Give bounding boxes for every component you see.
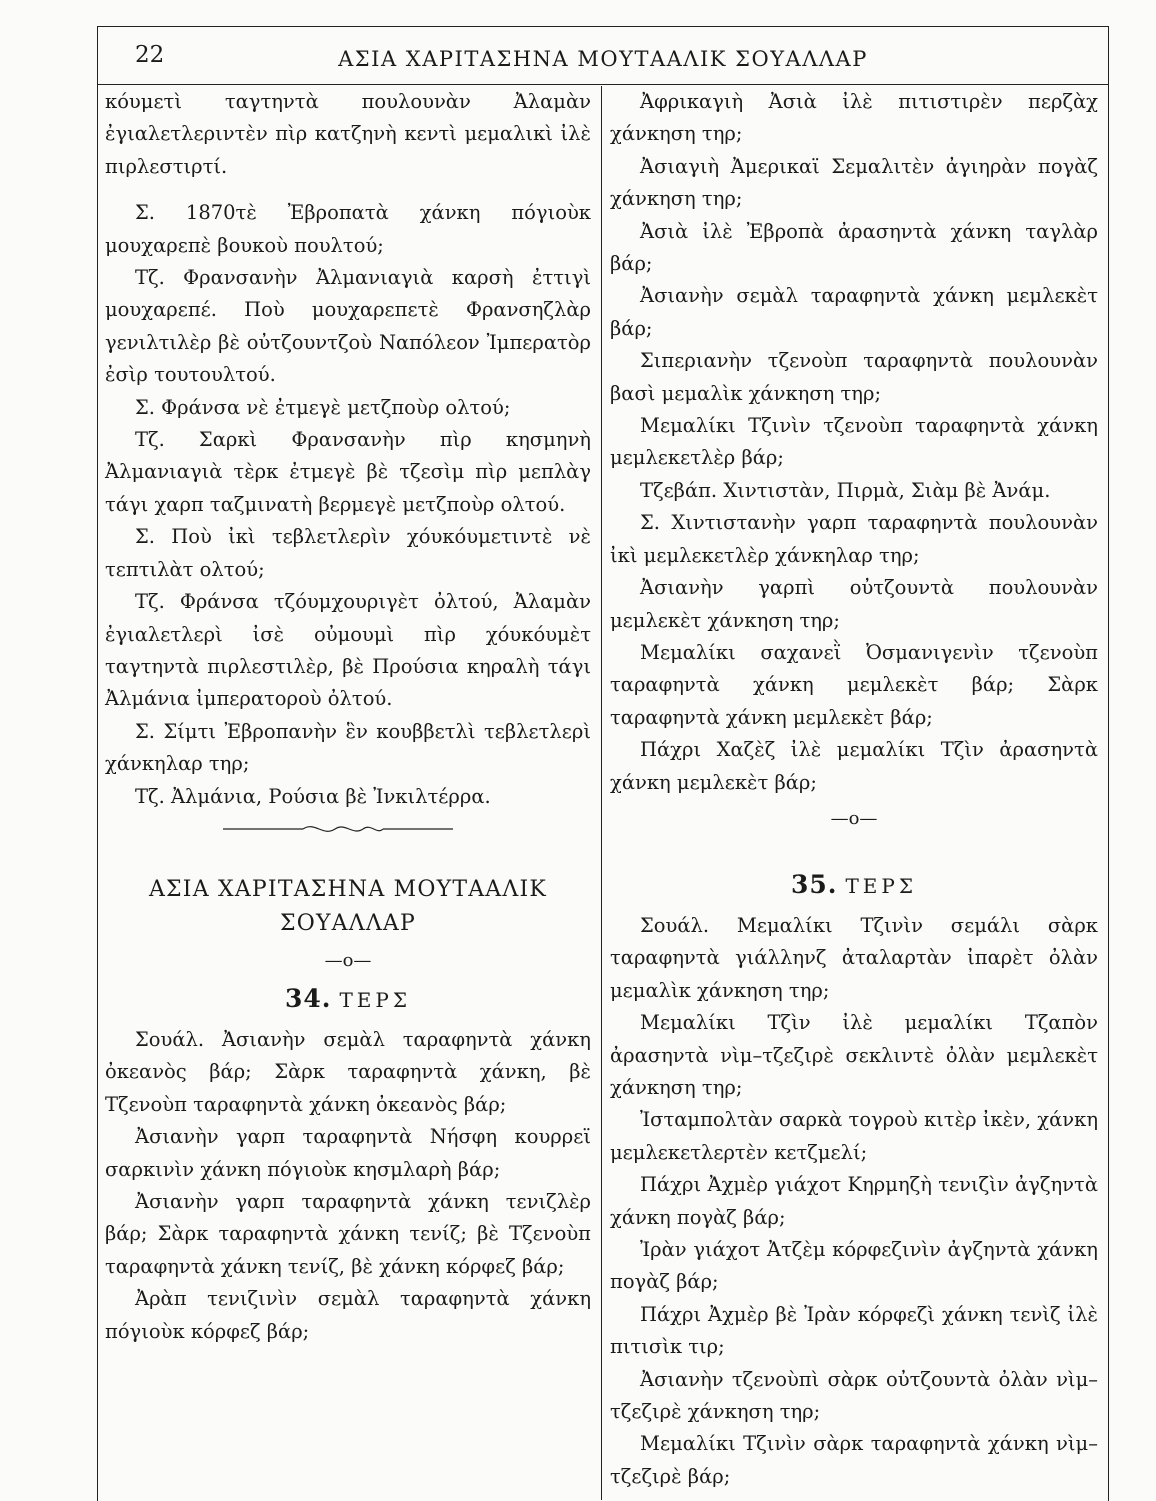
paragraph: Τζεβάπ. Χιντιστὰν, Πιρμὰ, Σιὰμ βὲ Ἀνάμ. — [640, 478, 1051, 502]
paragraph: Σ. Φράνσα νὲ ἐτμεγὲ μετζποὺρ ολτού; — [135, 395, 511, 419]
section-heading: ΑΣΙΑ ΧΑΡΙΤΑΣΗΝΑ ΜΟΥΤΑΑΛΙΚ ΣΟΥΑΛΛΑΡ — [148, 876, 548, 936]
paragraph: Πάχρι Ἀχμὲρ βὲ Ἰρὰν κόρφεζὶ χάνκη τενὶζ ἰλὲ πιτισὶκ τιρ; — [610, 1302, 1098, 1359]
paragraph: Μεμαλίκι Τζὶν ἰλὲ μεμαλίκι Τζαπὸν ἀρασηντὰ νὶμ–τζεζιρὲ σεκλιντὲ ὀλὰν μεμλεκὲτ χάνκηση τηρ; — [610, 1011, 1098, 1099]
lesson-word: ΤΕΡΣ — [339, 987, 412, 1012]
paragraph: Ἀσιανὴν γαρπ ταραφηντὰ χάνκη τενιζλὲρ βάρ; Σὰρκ ταραφηντὰ χάνκη τενίζ; βὲ Τζενοὺπ ταραφηντὰ χάνκη τενίζ, βὲ χάνκη κόρφεζ βάρ; — [105, 1189, 591, 1278]
paragraph: Μεμαλίκι Τζινὶν σὰρκ ταραφηντὰ χάνκη νὶμ–τζεζιρὲ βάρ; — [610, 1432, 1098, 1488]
paragraph: Σουάλ. Μεμαλίκι Τζινὶν σεμάλι σὰρκ ταραφηντὰ γιάλληνζ ἀταλαρτὰν ἰπαρὲτ ὀλὰν μεμαλὶκ χάνκηση τηρ; — [610, 913, 1098, 1002]
lesson-title — [105, 981, 591, 1020]
header-rule — [97, 84, 1109, 85]
lesson-word: ΤΕΡΣ — [845, 873, 918, 898]
ornament-rule — [105, 813, 591, 853]
paragraph: Τζ. Φρανσανὴν Ἀλμανιαγιὰ καρσὴ ἐττιγὶ μουχαρεπέ. Ποὺ μουχαρεπετὲ Φρανσηζλὰρ γενιλτιλὲρ βὲ οὐτζουντζοὺ Ναπόλεον Ἰμπερατὸρ ἐσὶρ τουτουλτού. — [105, 266, 591, 387]
paragraph: Ἀσιανὴν τζενοὺπὶ σὰρκ οὐτζουντὰ ὀλὰν νὶμ–τζεζιρὲ χάνκηση τηρ; — [610, 1367, 1098, 1424]
paragraph: Σ. Σίμτι Ἐβροπανὴν ἓν κουββετλὶ τεβλετλερὶ χάνκηλαρ τηρ; — [105, 719, 591, 776]
column-rule — [601, 86, 602, 1500]
running-head: ΑΣΙΑ ΧΑΡΙΤΑΣΗΝΑ ΜΟΥΤΑΑΛΙΚ ΣΟΥΑΛΛΑΡ — [338, 47, 868, 71]
paragraph: Ἀσιανὴν γαρπὶ οὐτζουντὰ πουλουνὰν μεμλεκὲτ χάνκηση τηρ; — [610, 576, 1098, 632]
lesson-number: 34. — [284, 983, 332, 1013]
paragraph: Τζ. Φράνσα τζόυμχουριγὲτ ὀλτού, Ἀλαμὰν ἐγιαλετλερὶ ἰσὲ οὐμουμὶ πὶρ χόυκόυμὲτ ταγτηντὰ πιρλεστιλὲρ, βὲ Προύσια κηραλὴ τάγι Ἀλμάνια ἰμπερατοροὺ ὀλτού. — [105, 590, 591, 711]
paragraph: Σ. Χιντιστανὴν γαρπ ταραφηντὰ πουλουνὰν ἰκὶ μεμλεκετλὲρ χάνκηλαρ τηρ; — [610, 511, 1098, 567]
paragraph: Τζ. Σαρκὶ Φρανσανὴν πὶρ κησμηνὴ Ἀλμανιαγιὰ τὲρκ ἐτμεγὲ βὲ τζεσὶμ πὶρ μεπλὰγ τάγι χαρπ ταζμινατὴ βερμεγὲ μετζποὺρ ολτού. — [105, 428, 591, 516]
paragraph: Ἀφρικαγιὴ Ἀσιὰ ἰλὲ πιτιστιρὲν περζὰχ χάνκηση τηρ; — [610, 90, 1098, 146]
paragraph: Μεμαλίκι σαχανεῒ Ὀσμανιγενὶν τζενοὺπ ταραφηντὰ χάνκη μεμλεκὲτ βάρ; Σὰρκ ταραφηντὰ χάνκη μεμλεκὲτ βάρ; — [610, 640, 1098, 729]
divider: —ο— — [324, 949, 372, 971]
paragraph: Μεμαλίκι Τζινὶν τζενοὺπ ταραφηντὰ χάνκη μεμλεκετλὲρ βάρ; — [610, 414, 1098, 470]
lesson-number: 35. — [790, 869, 838, 899]
paragraph: Ἰσταμπολτὰν σαρκὰ τογροὺ κιτὲρ ἰκὲν, χάνκη μεμλεκετλερτὲν κετζμελί; — [610, 1108, 1098, 1164]
paragraph: Ἰρὰν γιάχοτ Ἀτζὲμ κόρφεζινὶν ἀγζηντὰ χάνκη πογὰζ βάρ; — [610, 1238, 1098, 1294]
paragraph: Πάχρι Ἀχμὲρ γιάχοτ Κηρμηζὴ τενιζὶν ἀγζηντὰ χάνκη πογὰζ βάρ; — [610, 1173, 1098, 1229]
paragraph: Ἀσιανὴν σεμὰλ ταραφηντὰ χάνκη μεμλεκὲτ βάρ; — [610, 284, 1098, 340]
lesson-title — [610, 867, 1098, 906]
left-column — [105, 86, 591, 1348]
paragraph: Σ. 1870τὲ Ἐβροπατὰ χάνκη πόγιοὺκ μουχαρεπὲ βουκοὺ πουλτού; — [105, 201, 591, 257]
divider: —ο— — [830, 807, 878, 829]
paragraph: Σ. Ποὺ ἰκὶ τεβλετλερὶν χόυκόυμετιντὲ νὲ τεπτιλὰτ ολτού; — [105, 525, 591, 581]
page-header — [97, 34, 1109, 84]
page-number: 22 — [135, 42, 165, 68]
paragraph: Τζ. Ἀλμάνια, Ρούσια βὲ Ἰνκιλτέρρα. — [135, 784, 491, 808]
paragraph: κόυμετὶ ταγτηντὰ πουλουνὰν Ἀλαμὰν ἐγιαλετλεριντὲν πὶρ κατζηνὴ κεντὶ μεμαλικὶ ἰλὲ πιρλεστιρτί. — [105, 90, 591, 178]
paragraph: Ἀσιὰ ἰλὲ Ἐβροπὰ ἀρασηντὰ χάνκη ταγλὰρ βάρ; — [610, 219, 1098, 276]
ornament-icon — [223, 819, 453, 839]
paragraph: Ἀσιανὴν γαρπ ταραφηντὰ Νήσφη κουρρεϊ σαρκινὶν χάνκη πόγιοὺκ κησμλαρὴ βάρ; — [105, 1125, 591, 1181]
paragraph: Πάχρι Χαζὲζ ἰλὲ μεμαλίκι Τζὶν ἀρασηντὰ χάνκη μεμλεκὲτ βάρ; — [610, 738, 1098, 794]
right-column — [610, 86, 1098, 1493]
paragraph: Σουάλ. Ἀσιανὴν σεμὰλ ταραφηντὰ χάνκη ὀκεανὸς βάρ; Σὰρκ ταραφηντὰ χάνκη, βὲ Τζενοὺπ ταραφηντὰ χάνκη ὀκεανὸς βάρ; — [105, 1027, 591, 1116]
paragraph: Ἀρὰπ τενιζινὶν σεμὰλ ταραφηντὰ χάνκη πόγιοὺκ κόρφεζ βάρ; — [105, 1287, 591, 1343]
paragraph: Σιπεριανὴν τζενοὺπ ταραφηντὰ πουλουνὰν βασὶ μεμαλὶκ χάνκηση τηρ; — [610, 349, 1098, 405]
paragraph: Ἀσιαγιὴ Ἀμερικαϊ Σεμαλιτὲν ἀγιηρὰν πογὰζ χάνκηση τηρ; — [610, 154, 1098, 211]
